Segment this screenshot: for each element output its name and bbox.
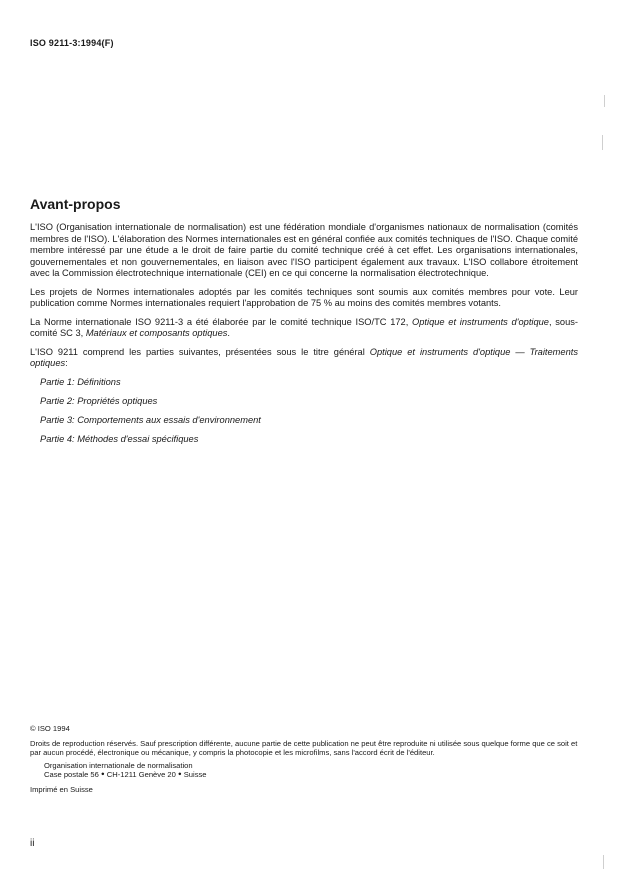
copyright-footer bbox=[30, 724, 578, 794]
list-item: Partie 4: Méthodes d'essai spécifiques bbox=[40, 433, 199, 444]
section-title: Avant-propos bbox=[30, 196, 121, 212]
paragraph-committee bbox=[30, 317, 578, 340]
paragraph-iso-intro: L'ISO (Organisation internationale de normalisation) est une fédération mondiale d'organismes nationaux de normalisation (comités membres de l'ISO). L'élaboration des Normes internationales est en général confiée aux comités techniques de l'ISO. Chaque comité membre intéressé par une étude a le droit de faire partie du comité technique créé à cet effet. Les organisations internationales, gouvernementales et non gouvernementales, en liaison avec l'ISO participent également aux travaux. L'ISO collabore étroitement avec la Commission électrotechnique internationale (CEI) en ce qui concerne la normalisation électrotechnique. bbox=[30, 222, 578, 278]
bullet-icon: ● bbox=[101, 771, 105, 778]
foreword-body bbox=[30, 222, 578, 453]
committee-text-c: . bbox=[227, 328, 231, 338]
paragraph-parts-intro bbox=[30, 347, 578, 370]
committee-text-b: , sous-comité SC 3, bbox=[30, 316, 579, 338]
parts-list bbox=[40, 377, 578, 446]
page-number: ii bbox=[30, 838, 35, 849]
general-title: Optique et instruments d'optique — Traitements optiques bbox=[30, 346, 578, 368]
list-item: Partie 3: Comportements aux essais d'environnement bbox=[40, 414, 261, 425]
postal-address bbox=[30, 770, 578, 780]
parts-intro-text-a: L'ISO 9211 comprend les parties suivantes, présentées sous le titre général bbox=[30, 346, 370, 357]
bullet-icon: ● bbox=[177, 771, 182, 778]
committee-text-a: La Norme internationale ISO 9211-3 a été élaborée par le comité technique ISO/TC 172, bbox=[30, 316, 413, 327]
rights-notice: Droits de reproduction réservés. Sauf prescription différente, aucune partie de cette publication ne peut être reproduite ni utilisée sous quelque forme que ce soit et par aucun procédé, électronique ou mécanique, y compris la photocopie et les microfilms, sans l'accord écrit de l'éditeur. bbox=[30, 738, 578, 757]
address-city: CH-1211 Genève 20 bbox=[106, 770, 176, 779]
list-item: Partie 2: Propriétés optiques bbox=[40, 395, 158, 406]
copyright-line: © ISO 1994 bbox=[30, 724, 70, 733]
subcommittee-name: Matériaux et composants optiques bbox=[85, 328, 228, 338]
committee-name: Optique et instruments d'optique bbox=[412, 316, 549, 327]
address-po-box: Case postale 56 bbox=[44, 770, 99, 779]
address-country: Suisse bbox=[183, 770, 207, 779]
scan-artifact bbox=[603, 855, 604, 869]
paragraph-voting: Les projets de Normes internationales adoptés par les comités techniques sont soumis aux comités membres pour vote. Leur publication comme Normes internationales requiert l'approbation de 75 % au moins des comités membres votants. bbox=[30, 286, 578, 308]
printed-in: Imprimé en Suisse bbox=[30, 784, 93, 794]
list-item: Partie 1: Définitions bbox=[40, 376, 121, 387]
scan-artifact bbox=[604, 95, 605, 107]
parts-intro-text-b: : bbox=[65, 358, 68, 368]
organisation-name: Organisation internationale de normalisation bbox=[44, 760, 193, 770]
document-id: ISO 9211-3:1994(F) bbox=[30, 38, 114, 48]
scan-artifact bbox=[602, 135, 603, 150]
